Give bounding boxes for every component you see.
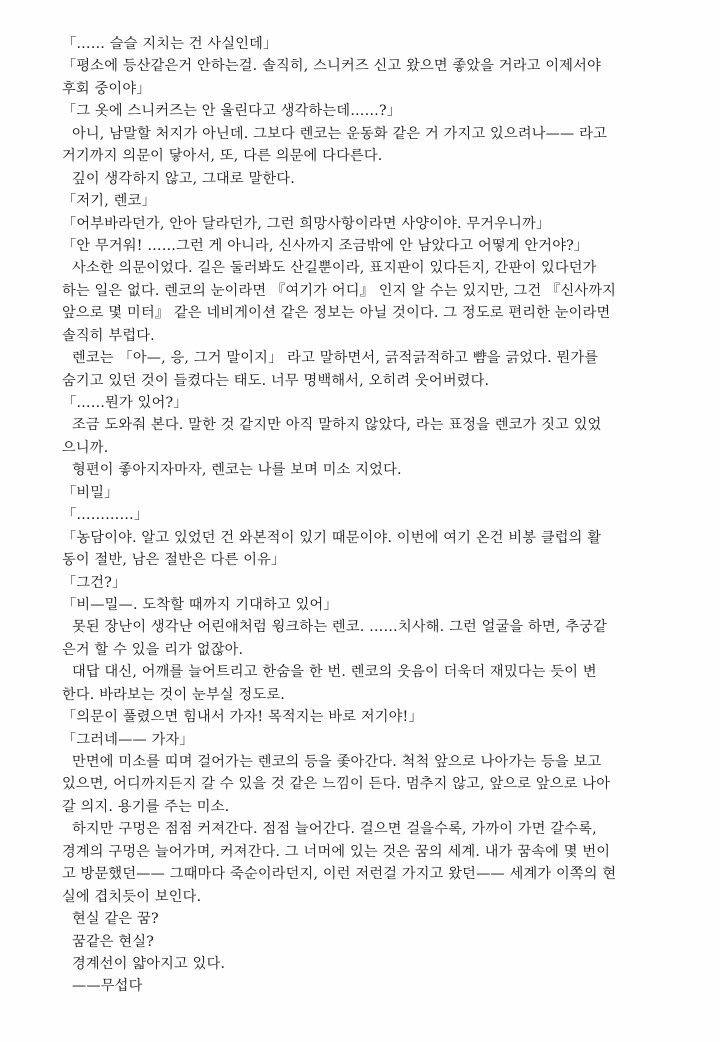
text-line: 「농담이야. 알고 있었던 건 와본적이 있기 때문이야. 이번에 여기 온건 비봉 클럽의 활 — [62, 529, 602, 546]
text-line: 조금 도와줘 본다. 말한 것 같지만 아직 말하지 않았다, 라는 표정을 렌코가 짓고 있었 — [72, 417, 602, 434]
text-line: 솔직히 부럽다. — [62, 327, 155, 344]
text-line: 「어부바라던가, 안아 달라던가, 그런 희망사항이라면 사양이야. 무거우니까」 — [62, 215, 551, 232]
text-line: 현실 같은 꿈? — [72, 911, 159, 928]
text-line: 사소한 의문이었다. 길은 둘러봐도 산길뿐이라, 표지판이 있다든지, 간판이 있다던가 — [72, 260, 597, 277]
text-line: 으니까. — [62, 439, 109, 456]
text-line: 「……뭔가 있어?」 — [62, 395, 188, 411]
text-line: 은거 할 수 있을 리가 없잖아. — [62, 641, 244, 658]
text-line: 숨기고 있던 것이 들켰다는 태도. 너무 명백해서, 오히려 웃어버렸다. — [62, 372, 490, 389]
text-line: 하지만 구멍은 점점 커져간다. 점점 늘어간다. 걸으면 걸을수록, 가까이 가면 갈수록, — [72, 821, 597, 838]
text-line: 아니, 남말할 처지가 아닌데. 그보다 렌코는 운동화 같은 거 가지고 있으려나—— 라고 — [72, 125, 607, 142]
text-line: 「저기, 렌코」 — [62, 193, 156, 210]
text-line: 갈 의지. 용기를 주는 미소. — [62, 798, 230, 815]
text-line: 「비—밀—. 도착할 때까지 기대하고 있어」 — [62, 596, 338, 613]
text-line: 실에 겹치듯이 보인다. — [62, 888, 202, 905]
text-line: 「안 무거워! ……그런 게 아니라, 신사까지 조금밖에 안 남았다고 어떻게 안거야?」 — [62, 237, 589, 254]
text-line: 대답 대신, 어깨를 늘어트리고 한숨을 한 번. 렌코의 웃음이 더욱더 재밌다는 듯이 변 — [72, 664, 597, 681]
text-line: 렌코는 「아—, 응, 그거 말이지」 라고 말하면서, 긁적긁적하고 뺨을 긁었다. 뭔가를 — [72, 350, 599, 367]
text-line: 있으면, 어디까지든지 갈 수 있을 것 같은 느낌이 든다. 멈추지 않고, 앞으로 앞으로 나아 — [62, 776, 611, 793]
text-line: 만면에 미소를 띠며 걸어가는 렌코의 등을 좇아간다. 척척 앞으로 나아가는 등을 보고 — [72, 754, 602, 770]
text-line: 꿈같은 현실? — [72, 933, 155, 950]
text-line: 「…………」 — [62, 507, 149, 524]
text-line: 「그 옷에 스니커즈는 안 울린다고 생각하는데……?」 — [62, 103, 402, 120]
text-line: 형편이 좋아지자마자, 렌코는 나를 보며 미소 지었다. — [72, 462, 402, 479]
text-line: 하는 일은 없다. 렌코의 눈이라면 『여기가 어디』 인지 알 수는 있지만, 그건 『신사까지 — [62, 282, 617, 299]
text-line: 후회 중이야」 — [62, 80, 151, 97]
text-line: ——무섭다 — [72, 978, 143, 995]
body-text — [62, 33, 680, 998]
text-line: 「평소에 등산같은거 안하는걸. 솔직히, 스니커즈 신고 왔으면 좋았을 거라고 이제서야 — [62, 58, 601, 75]
text-line: 거기까지 의문이 닿아서, 또, 다른 의문에 다다른다. — [62, 148, 383, 165]
text-line: 「그러네—— 가자」 — [62, 731, 194, 748]
text-line: 못된 장난이 생각난 어린애처럼 윙크하는 렌코. ……치사해. 그런 얼굴을 하면, 추궁같 — [72, 619, 607, 636]
text-line: 경계의 구멍은 늘어가며, 커져간다. 그 너머에 있는 것은 꿈의 세계. 내가 꿈속에 몇 번이 — [62, 843, 611, 860]
text-line: 깊이 생각하지 않고, 그대로 말한다. — [72, 170, 295, 187]
text-line: 고 방문했던—— 그때마다 죽순이라던지, 이런 저런걸 가지고 왔던—— 세계가 이쪽의 현 — [62, 866, 617, 883]
text-line: 경계선이 얇아지고 있다. — [72, 955, 226, 972]
text-line: 동이 절반, 남은 절반은 다른 이유」 — [62, 552, 286, 569]
text-line: 「의문이 풀렸으면 힘내서 가자! 목적지는 바로 저기야!」 — [62, 709, 423, 726]
text-line: 한다. 바라보는 것이 눈부실 정도로. — [62, 686, 285, 703]
text-line: 「…… 슬슬 지치는 건 사실인데」 — [62, 36, 278, 52]
text-line: 앞으로 몇 미터』 같은 네비게이션 같은 정보는 아닐 것이다. 그 정도로 편리한 눈이라면 — [62, 305, 611, 322]
text-line: 「비밀」 — [62, 484, 119, 501]
text-line: 「그건?」 — [62, 574, 127, 591]
